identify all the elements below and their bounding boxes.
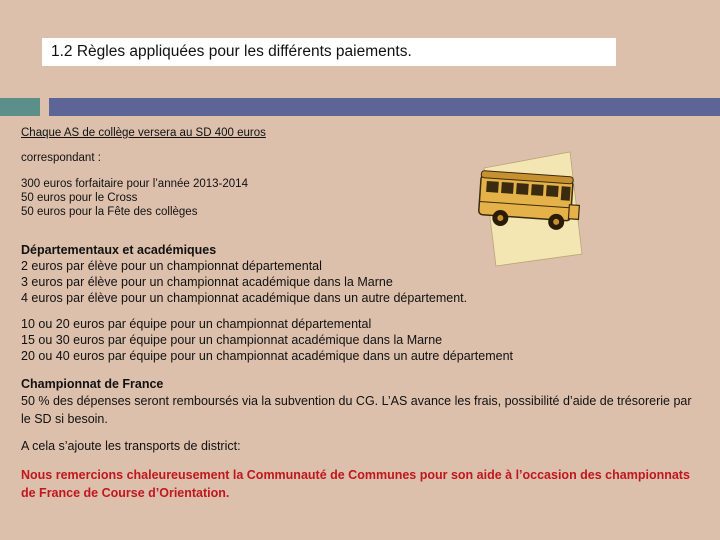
intro-item: 300 euros forfaitaire pour l’année 2013-2014 [21,178,248,190]
slide-title [42,38,616,66]
per-student-line: 4 euros par élève pour un championnat académique dans un autre département. [21,291,468,305]
per-student-line: 2 euros par élève pour un championnat départemental [21,259,322,273]
intro-item: 50 euros pour le Cross [21,192,138,204]
france-section [21,376,693,428]
intro-item: 50 euros pour la Fête des collèges [21,206,198,218]
departementaux-heading: Départementaux et académiques [21,243,217,257]
per-team-line: 15 ou 30 euros par équipe pour un championnat académique dans la Marne [21,333,443,347]
per-team-line: 10 ou 20 euros par équipe pour un championnat départemental [21,317,372,331]
main-content [21,242,693,502]
france-heading: Championnat de France [21,377,164,391]
per-team-line: 20 ou 40 euros par équipe pour un championnat académique dans un autre département [21,349,514,363]
intro-correspondant: correspondant : [21,152,101,164]
thanks-text: Nous remercions chaleureusement la Communauté de Communes pour son aide à l’occasion des championnats de France de Course d’Orientation. [21,468,690,500]
per-team-section [21,316,693,364]
intro-heading: Chaque AS de collège versera au SD 400 euros [21,127,266,139]
per-student-line: 3 euros par élève pour un championnat académique dans la Marne [21,275,393,289]
transport-line: A cela s’ajoute les transports de district: [21,439,241,453]
departementaux-section [21,242,693,306]
accent-bar-right [49,98,720,116]
intro-section [21,126,461,219]
france-text: 50 % des dépenses seront remboursés via la subvention du CG. L’AS avance les frais, possibilité d’aide de trésorerie par le SD si besoin. [21,394,692,426]
accent-bar-left [0,98,40,116]
slide-title-text: 1.2 Règles appliquées pour les différents paiements. [51,43,412,60]
